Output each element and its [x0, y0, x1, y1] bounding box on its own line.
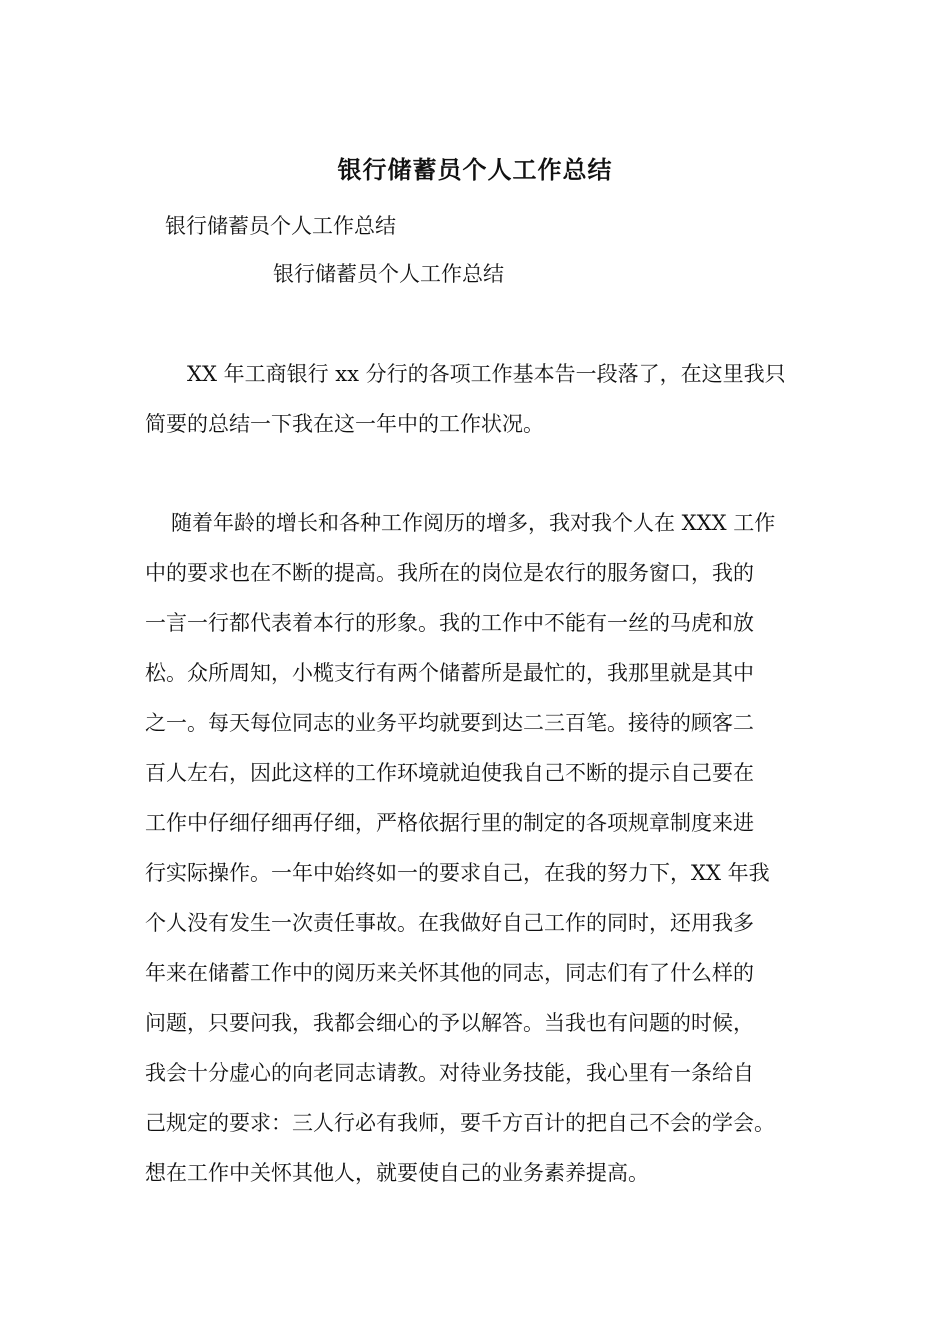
document-title: 银行储蓄员个人工作总结 [337, 155, 613, 184]
paragraph-line: 想在工作中关怀其他人，就要使自己的业务素养提高。 [145, 1161, 649, 1185]
paragraph-line: 松。众所周知，小榄支行有两个储蓄所是最忙的，我那里就是其中 [145, 661, 754, 685]
paragraph-line: 随着年龄的增长和各种工作阅历的增多，我对我个人在 XXX 工作 [171, 511, 776, 535]
paragraph-line: 工作中仔细仔细再仔细，严格依据行里的制定的各项规章制度来进 [145, 811, 754, 835]
paragraph-1 [145, 349, 825, 449]
paragraph-line: 问题，只要问我，我都会细心的予以解答。当我也有问题的时候， [145, 1011, 754, 1035]
paragraph-line: 行实际操作。一年中始终如一的要求自己，在我的努力下，XX 年我 [145, 861, 770, 885]
paragraph-line: 百人左右，因此这样的工作环境就迫使我自己不断的提示自己要在 [145, 761, 754, 785]
paragraph-line: 中的要求也在不断的提高。我所在的岗位是农行的服务窗口，我的 [145, 561, 754, 585]
paragraph-line: 一言一行都代表着本行的形象。我的工作中不能有一丝的马虎和放 [145, 611, 754, 635]
paragraph-line: 己规定的要求：三人行必有我师，要千方百计的把自己不会的学会。 [145, 1111, 775, 1135]
paragraph-2 [145, 498, 825, 1198]
paragraph-line: 个人没有发生一次责任事故。在我做好自己工作的同时，还用我多 [145, 911, 754, 935]
paragraph-line: XX 年工商银行 xx 分行的各项工作基本告一段落了，在这里我只 [187, 362, 786, 386]
paragraph-line: 之一。每天每位同志的业务平均就要到达二三百笔。接待的顾客二 [145, 711, 754, 735]
paragraph-line: 简要的总结一下我在这一年中的工作状况。 [145, 412, 544, 436]
paragraph-line: 年来在储蓄工作中的阅历来关怀其他的同志，同志们有了什么样的 [145, 961, 754, 985]
document-subtitle-1: 银行储蓄员个人工作总结 [165, 214, 396, 238]
paragraph-line: 我会十分虚心的向老同志请教。对待业务技能，我心里有一条给自 [145, 1061, 754, 1085]
document-subtitle-2: 银行储蓄员个人工作总结 [273, 262, 504, 286]
